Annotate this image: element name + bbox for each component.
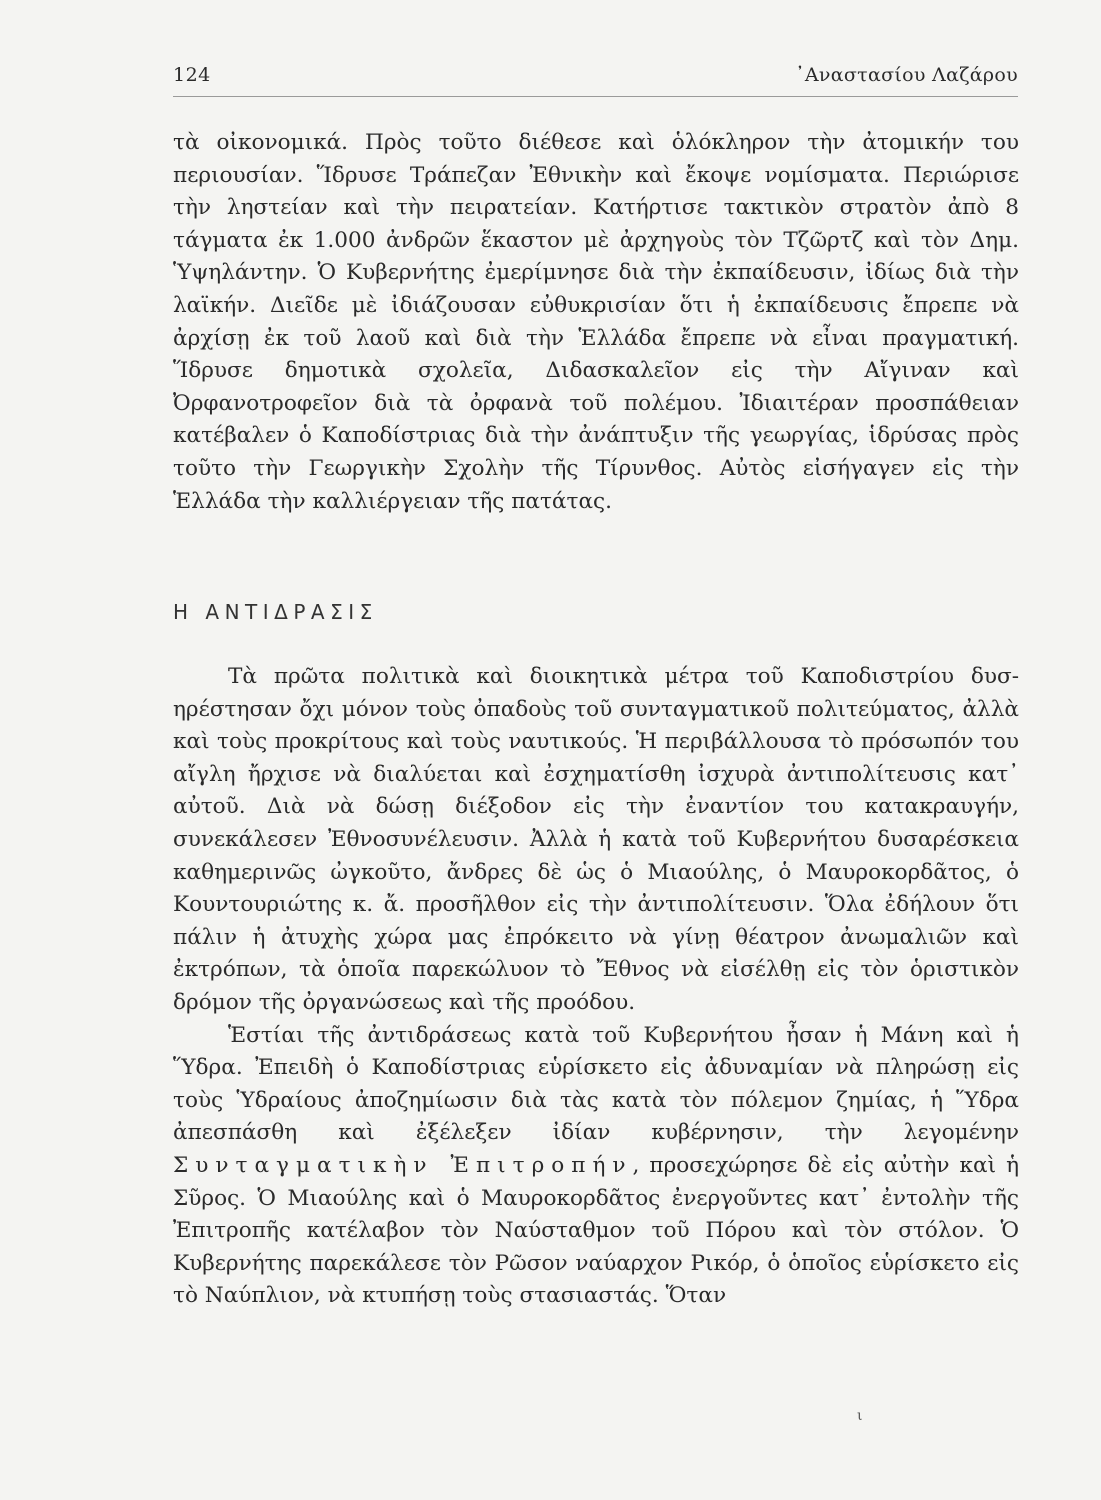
page-header bbox=[173, 62, 1018, 97]
page-number: 124 bbox=[173, 64, 211, 86]
running-head-author: ᾿Αναστασίου Λαζάρου bbox=[795, 64, 1018, 86]
intro-text-block bbox=[173, 127, 1019, 518]
paragraph-2-text-after: , προσεχώρησε δὲ εἰς αὐτὴν καὶ ἡ Σῦρος. Ὁ Μιαούλης καὶ ὁ Μαυροκορδᾶτος ἐνεργοῦντες κατ᾿ ἐντολὴν τῆς Ἐπιτροπῆς κατέλαβον τὸν Ναύσταθμον τοῦ Πόρου καὶ τὸν στόλον. Ὁ Κυβερνήτης παρεκάλεσε τὸν Ρῶσον ναύαρχον Ρικόρ, ὁ ὁποῖος εὑρίσκετο εἰς τὸ Ναύπλιον, νὰ κτυπήσῃ τοὺς στασιαστάς. Ὅταν bbox=[173, 1152, 1020, 1309]
intro-paragraph: τὰ οἰκονομικά. Πρὸς τοῦτο διέθεσε καὶ ὁλόκληρον τὴν ἀτομικήν του περιουσίαν. Ἵδρυσε Τράπεζαν Ἐθνικὴν καὶ ἔκοψε νομίσματα. Περιώρισε τὴν ληστείαν καὶ τὴν πειρατείαν. Κατήρτισε τακτικὸν στρατὸν ἀπὸ 8 τάγματα ἐκ 1.000 ἀνδρῶν ἕκαστον μὲ ἀρχηγοὺς τὸν Τζῶρτζ καὶ τὸν Δημ. Ὑψηλάντην. Ὁ Κυβερνήτης ἐμερίμνησε διὰ τὴν ἐκπαίδευσιν, ἰδίως διὰ τὴν λαϊκήν. Διεῖδε μὲ ἰδιάζουσαν εὐθυκρισίαν ὅτι ἡ ἐκπαίδευσις ἔπρεπε νὰ ἀρχίσῃ ἐκ τοῦ λαοῦ καὶ διὰ τὴν Ἑλλάδα ἔπρεπε νὰ εἶναι πραγματική. Ἵδρυσε δημοτικὰ σχολεῖα, Διδασκαλεῖον εἰς τὴν Αἴγιναν καὶ Ὀρφανοτροφεῖον διὰ τὰ ὀρφανὰ τοῦ πολέμου. Ἰδιαιτέραν προσπάθειαν κατέβαλεν ὁ Καποδίστριας διὰ τὴν ἀνάπτυξιν τῆς γεωργίας, ἱδρύσας πρὸς τοῦτο τὴν Γεωργικὴν Σχολὴν τῆς Τίρυνθος. Αὐτὸς εἰσήγαγεν εἰς τὴν Ἑλλάδα τὴν καλλιέργειαν τῆς πατάτας. bbox=[173, 130, 1019, 514]
section-paragraph-2 bbox=[173, 1020, 1019, 1313]
paragraph-2-text-before: Ἑστίαι τῆς ἀντιδράσεως κατὰ τοῦ Κυβερνήτου ἦσαν ἡ Μάνη καὶ ἡ Ὕδρα. Ἐπειδὴ ὁ Καποδίστριας εὑρίσκετο εἰς ἀδυναμίαν νὰ πληρώσῃ εἰς τοὺς Ὑδραίους ἀποζημίωσιν διὰ τὰς κατὰ τὸν πόλεμον ζημίας, ἡ Ὕδρα ἀπεσπάσθη καὶ ἐξέλεξεν ἰδίαν κυβέρνησιν, τὴν λεγομένην bbox=[173, 1022, 1019, 1146]
section-text-block bbox=[173, 661, 1019, 1313]
section-heading: Η ΑΝΤΙΔΡΑΣΙΣ bbox=[173, 600, 378, 624]
section-paragraph-1: Τὰ πρῶτα πολιτικὰ καὶ διοικητικὰ μέτρα τοῦ Καποδιστρίου δυσηρέστησαν ὄχι μόνον τοὺς ὀπαδοὺς τοῦ συνταγματικοῦ πολιτεύματος, ἀλλὰ καὶ τοὺς προκρίτους καὶ τοὺς ναυτικούς. Ἡ περιβάλλουσα τὸ πρόσωπόν του αἴγλη ἤρχισε νὰ διαλύεται καὶ ἐσχηματίσθη ἰσχυρὰ ἀντιπολίτευσις κατ᾿ αὐτοῦ. Διὰ νὰ δώσῃ διέξοδον εἰς τὴν ἐναντίον του κατακραυγήν, συνεκάλεσεν Ἐθνοσυνέλευσιν. Ἀλλὰ ἡ κατὰ τοῦ Κυβερνήτου δυσαρέσκεια καθημερινῶς ὠγκοῦτο, ἄνδρες δὲ ὡς ὁ Μιαούλης, ὁ Μαυροκορδᾶτος, ὁ Κουντουριώτης κ. ἄ. προσῆλθον εἰς τὴν ἀντιπολίτευσιν. Ὅλα ἐδήλουν ὅτι πάλιν ἡ ἀτυχὴς χώρα μας ἐπρόκειτο νὰ γίνῃ θέατρον ἀνωμαλιῶν καὶ ἐκτρόπων, τὰ ὁποῖα παρεκώλυον τὸ Ἔθνος νὰ εἰσέλθῃ εἰς τὸν ὁριστικὸν δρόμον τῆς ὀργανώσεως καὶ τῆς προόδου. bbox=[173, 664, 1019, 1015]
emphasized-committee-name: Συνταγματικὴν Ἐπιτροπήν bbox=[173, 1152, 633, 1178]
stray-ink-mark: ι bbox=[857, 1408, 863, 1424]
